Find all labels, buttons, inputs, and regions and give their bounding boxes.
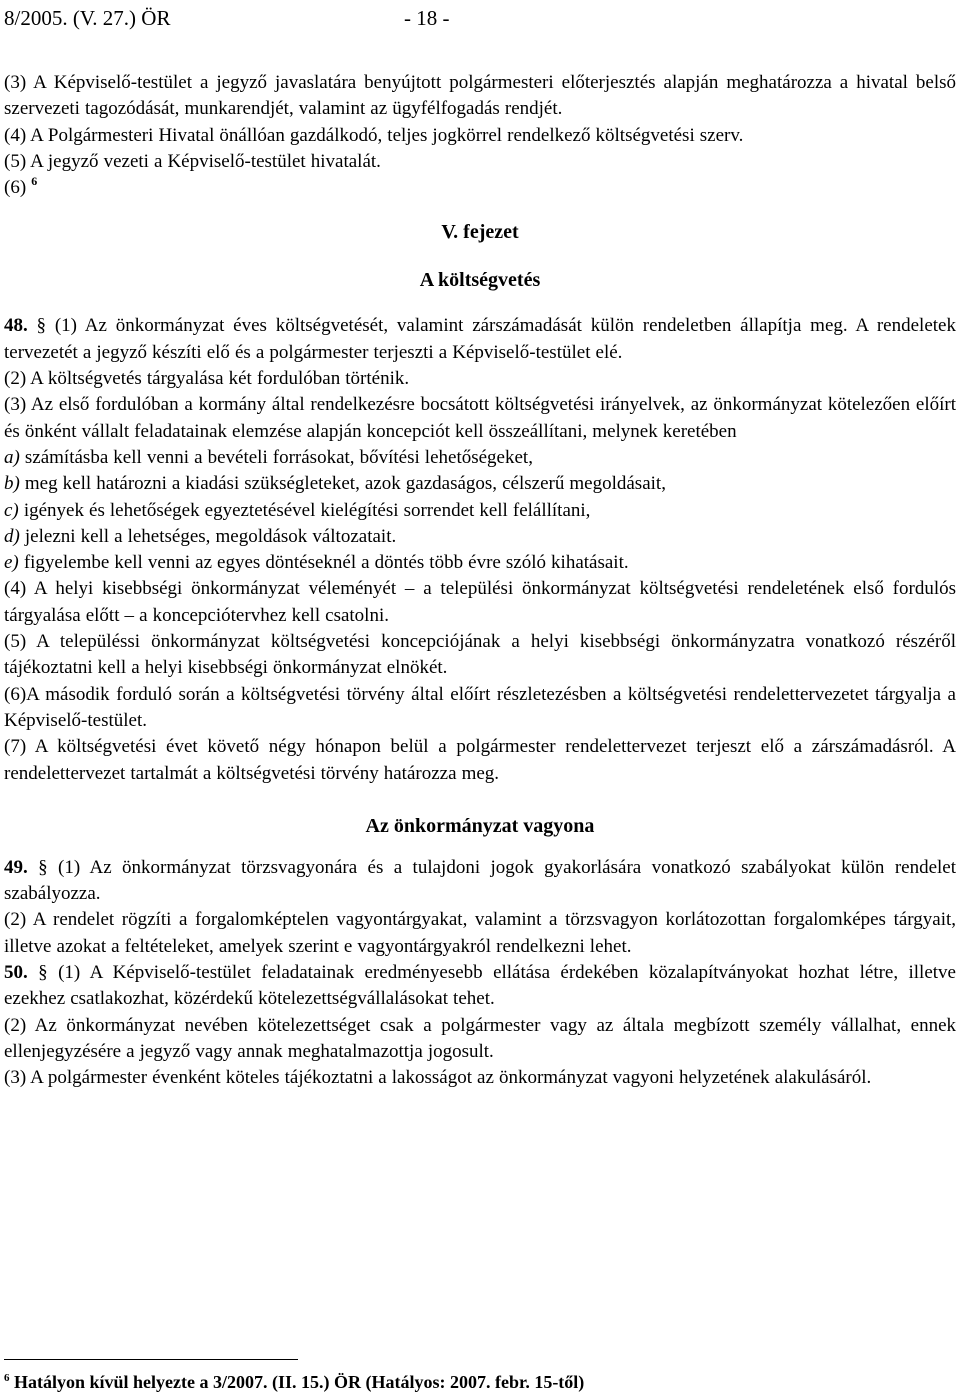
section-50-paragraph-2: (2) Az önkormányzat nevében kötelezettséget csak a polgármester vagy az általa megbízott személy vállalhat, ennek ellenjegyzésére a jegyző vagy annak meghatalmazottja jogosult. (4, 1014, 956, 1062)
paragraph-3: (3) A Képviselő-testület a jegyző javaslatára benyújtott polgármesteri előterjesztés alapján meghatározza a hivatal belső szervezeti tagozódását, munkarendjét, valamint az ügyfélfogadás rendjét. (4, 72, 956, 120)
list-item-text: igények és lehetőségek egyeztetésével kielégítési sorrendet kell felállítani, (23, 499, 591, 521)
section-49-paragraph-2: (2) A rendelet rögzíti a forgalomképtelen vagyontárgyakat, valamint a törzsvagyon korlátozottan forgalomképes tárgyait, illetve azokat a feltételeket, amelyek szerint e vagyontárgyakról rendelkezni lehet. (4, 909, 956, 957)
paragraph-4: (4) A Polgármesteri Hivatal önállóan gazdálkodó, teljes jogkörrel rendelkező költségvetési szerv. (4, 124, 744, 146)
section-50-paragraph-3: (3) A polgármester évenként köteles tájékoztatni a lakosságot az önkormányzat vagyoni helyzetének alakulásáról. (4, 1067, 872, 1089)
list-letter: e) (4, 552, 19, 574)
list-letter: c) (4, 499, 19, 521)
section-48-paragraph-6: (6)A második forduló során a költségvetési törvény által előírt részletezésben a költségvetési rendelettervezetet tárgyalja a Képviselő-testület. (4, 683, 956, 731)
section-sign: § (36, 315, 47, 337)
page-number: - 18 - (404, 6, 450, 30)
chapter-title: A költségvetés (419, 269, 541, 292)
list-item-d (4, 524, 956, 550)
paragraph-6 (4, 175, 956, 201)
paragraph-5: (5) A jegyző vezeti a Képviselő-testület hivatalát. (4, 150, 381, 172)
list-letter: d) (4, 525, 20, 547)
list-item-a (4, 445, 956, 471)
list-item-text: figyelembe kell venni az egyes döntéseknél a döntés több évre szóló kihatásait. (23, 552, 629, 574)
list-item-b (4, 471, 956, 497)
list-item-text: számításba kell venni a bevételi forrásokat, bővítési lehetőségeket, (24, 446, 533, 468)
section-48-paragraph-3: (3) Az első fordulóban a kormány által rendelkezésre bocsátott költségvetési irányelvek, az önkormányzat kötelezően előírt és önként vállalt feladatainak elemzése alapján koncepciót kell összeállítani, melynek keretében (4, 394, 956, 442)
section-48-p1-text: (1) Az önkormányzat éves költségvetését, valamint zárszámadását külön rendeletben állapítja meg. A rendeletek tervezetét a jegyző készíti elő és a polgármester terjeszti a Képviselő-testület elé. (4, 315, 956, 363)
footnote-reference[interactable]: 6 (31, 174, 38, 189)
section-sign: § (38, 856, 48, 878)
section-48-paragraph-2: (2) A költségvetés tárgyalása két fordulóban történik. (4, 368, 410, 390)
document-reference: 8/2005. (V. 27.) ÖR (4, 6, 171, 30)
page-header (4, 6, 954, 36)
footnote-text: Hatályon kívül helyezte a 3/2007. (II. 15.) ÖR (Hatályos: 2007. febr. 15-től) (14, 1372, 585, 1392)
section-sign: § (38, 962, 48, 984)
section-48-paragraph-5: (5) A településsi önkormányzat költségvetési koncepciójának a helyi kisebbségi önkormányzatra vonatkozó részéről tájékoztatni kell a helyi kisebbségi önkormányzat elnökét. (4, 631, 956, 679)
footnote-number: 6 (4, 1372, 10, 1384)
section-50-number: 50. (4, 962, 28, 984)
list-item-c (4, 498, 956, 524)
list-item-text: jelezni kell a lehetséges, megoldások változatait. (24, 525, 397, 547)
section-title: Az önkormányzat vagyona (365, 814, 595, 837)
chapter-number: V. fejezet (441, 221, 519, 244)
section-49-p1-text: (1) Az önkormányzat törzsvagyonára és a tulajdoni jogok gyakorlására vonatkozó szabályokat külön rendelet szabályozza. (4, 856, 956, 905)
document-body (4, 70, 956, 1092)
paragraph-6-label: (6) (4, 177, 27, 199)
section-50-paragraph-1 (4, 960, 956, 1013)
section-48-number: 48. (4, 315, 28, 337)
section-48-paragraph-7: (7) A költségvetési évet követő négy hónapon belül a polgármester rendelettervezet terjeszt elő a zárszámadásról. A rendelettervezet tartalmát a költségvetési törvény határozza meg. (4, 736, 956, 784)
section-48-paragraph-1 (4, 313, 956, 366)
footnote (4, 1372, 584, 1393)
section-50-p1-text: (1) A Képviselő-testület feladatainak eredményesebb ellátása érdekében közalapítványokat hozhat létre, illetve ezekhez csatlakozhat, közérdekű kötelezettségvállalásokat tehet. (4, 962, 956, 1010)
section-49-number: 49. (4, 856, 28, 878)
footnote-divider (4, 1359, 298, 1360)
list-letter: b) (4, 473, 20, 495)
section-48-paragraph-4: (4) A helyi kisebbségi önkormányzat véleményét – a települési önkormányzat költségvetési rendeletének első fordulós tárgyalása előtt – a koncepciótervhez kell csatolni. (4, 578, 956, 626)
list-item-text: meg kell határozni a kiadási szükségleteket, azok gazdaságos, célszerű megoldásait, (24, 473, 666, 495)
list-item-e (4, 550, 956, 576)
list-letter: a) (4, 446, 20, 468)
section-49-paragraph-1 (4, 855, 956, 908)
